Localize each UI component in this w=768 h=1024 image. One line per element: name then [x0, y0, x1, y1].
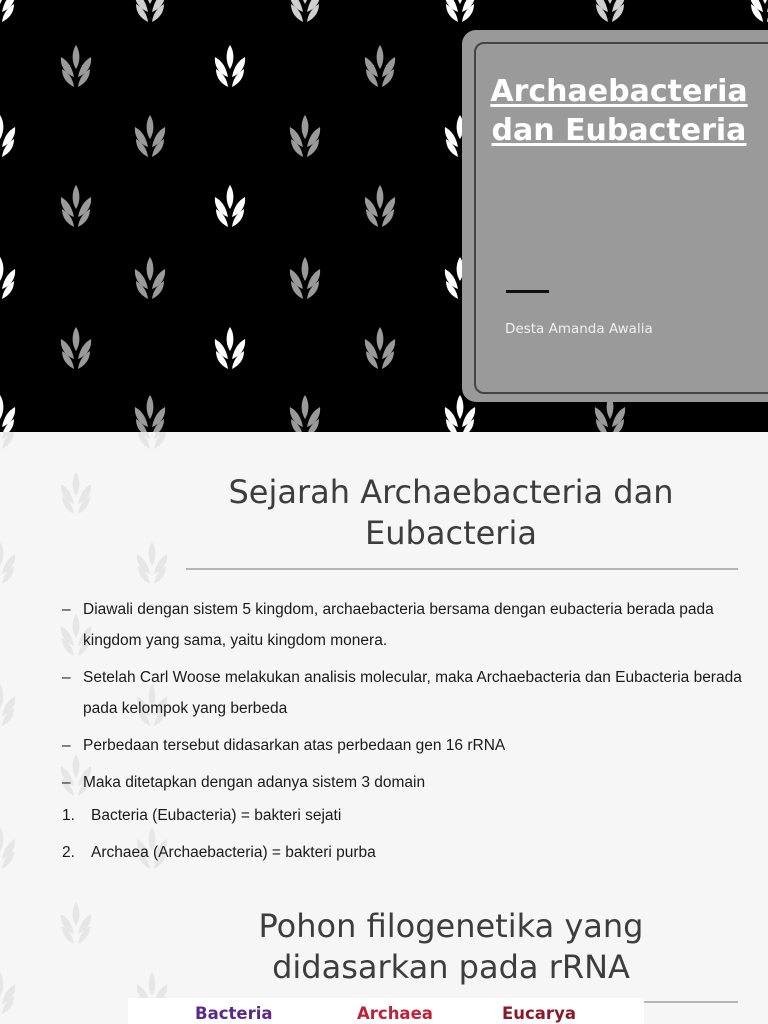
title-divider	[506, 290, 549, 293]
domain-label-bacteria: Bacteria	[195, 1004, 273, 1023]
number-marker: 1.	[62, 807, 75, 824]
tree-title: Pohon filogenetika yang didasarkan pada rRNA	[258, 907, 644, 986]
history-title-underline	[186, 568, 738, 570]
numbered-text: Archaea (Archaebacteria) = bakteri purba	[91, 844, 376, 861]
content-slide	[0, 432, 768, 1024]
bullet-text: Diawali dengan sistem 5 kingdom, archaebacteria bersama dengan eubacteria berada pada kingdom yang sama, yaitu kingdom monera.	[83, 601, 714, 649]
bullet-item	[62, 730, 752, 761]
domain-label-eucarya: Eucarya	[502, 1004, 576, 1023]
bullet-text: Perbedaan tersebut didasarkan atas perbedaan gen 16 rRNA	[83, 737, 506, 754]
bullet-item	[62, 767, 752, 798]
history-title: Sejarah Archaebacteria dan Eubacteria	[228, 473, 674, 552]
numbered-item	[62, 837, 752, 868]
domain-numbered-list	[62, 800, 752, 874]
dash-marker: –	[62, 669, 71, 686]
dash-marker: –	[62, 601, 71, 618]
dash-marker: –	[62, 737, 71, 754]
bullet-text: Setelah Carl Woose melakukan analisis molecular, maka Archaebacteria dan Eubacteria berada pada kelompok yang berbeda	[83, 669, 742, 717]
author-name: Desta Amanda Awalia	[505, 321, 653, 337]
number-marker: 2.	[62, 844, 75, 861]
bullet-text: Maka ditetapkan dengan adanya sistem 3 domain	[83, 774, 426, 791]
numbered-text: Bacteria (Eubacteria) = bakteri sejati	[91, 807, 342, 824]
bullet-item	[62, 662, 752, 724]
presentation-title: Archaebacteria dan Eubacteria	[490, 74, 748, 148]
numbered-item	[62, 800, 752, 831]
bullet-item	[62, 594, 752, 656]
dash-marker: –	[62, 774, 71, 791]
history-bullet-list	[62, 594, 752, 804]
domain-label-archaea: Archaea	[357, 1004, 433, 1023]
title-slide	[0, 0, 768, 432]
